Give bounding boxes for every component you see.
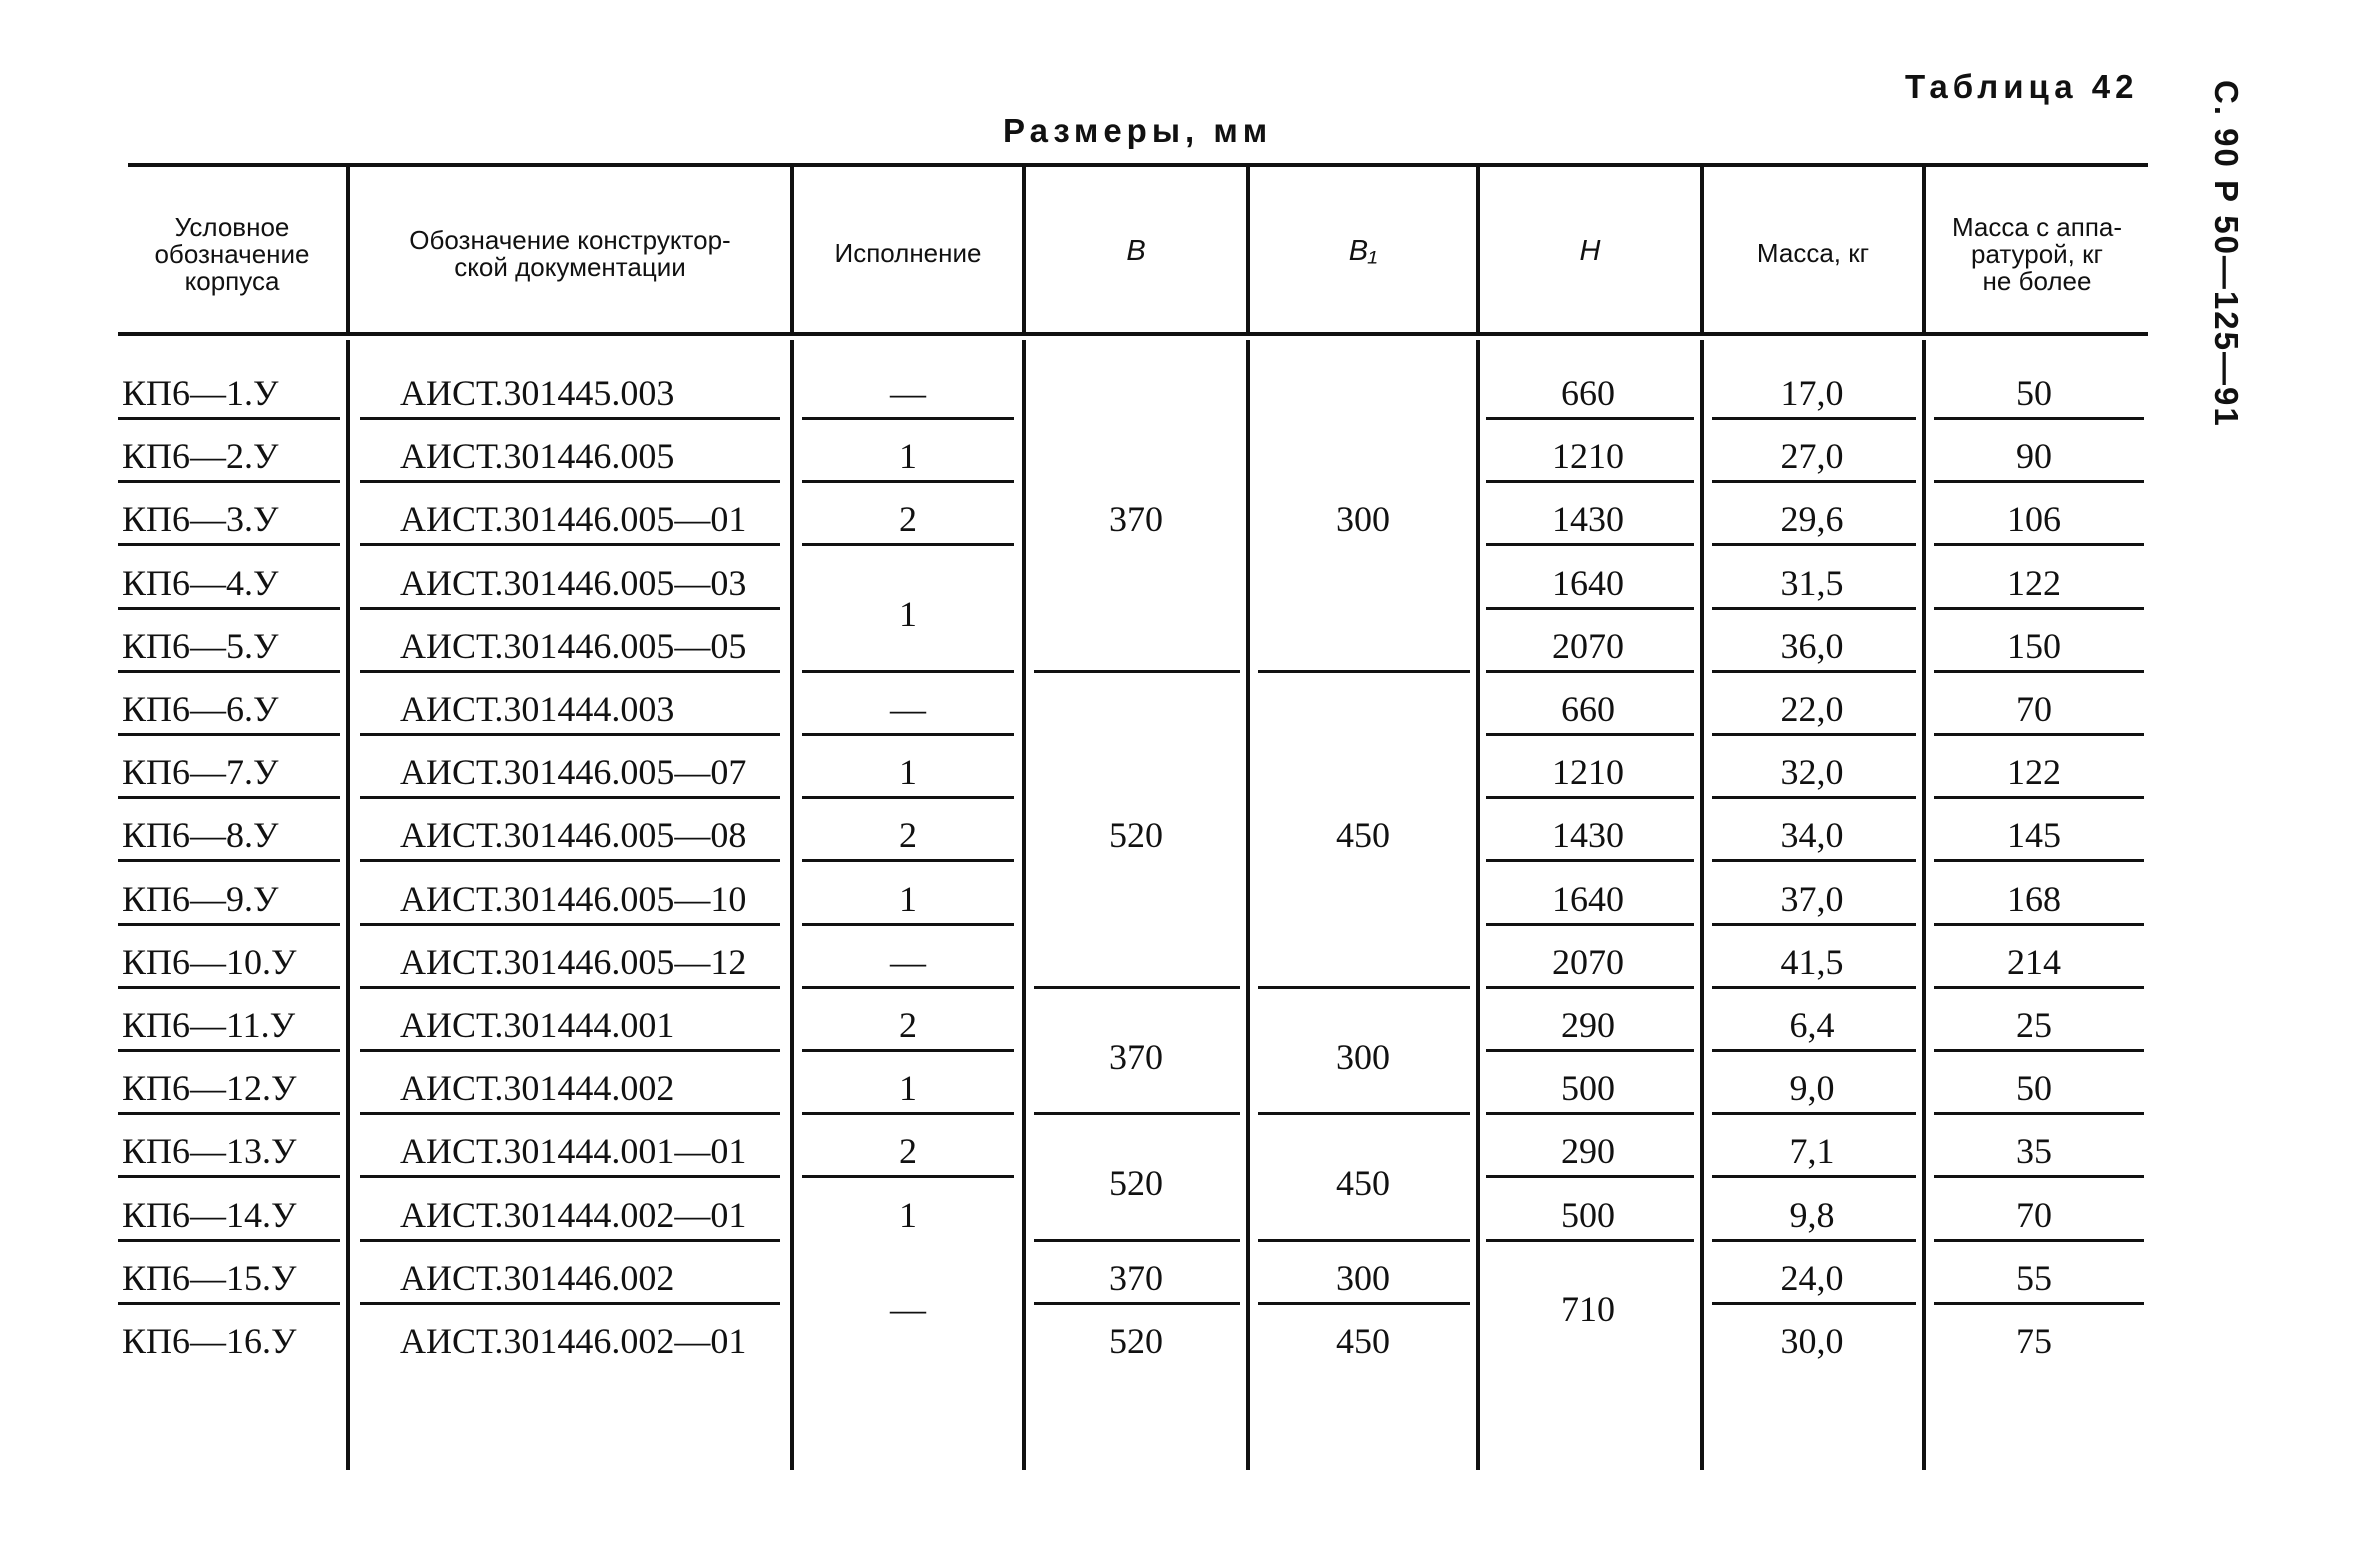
row-rule [360,417,780,420]
cell-H: 1430 [1552,499,1624,540]
cell-mass: 9,0 [1789,1068,1835,1109]
header-code-line: Условное [174,212,290,242]
row-rule [118,1175,340,1178]
col-sep [1022,340,1026,1470]
row-rule [118,543,340,546]
cell-B: 370 [1109,499,1163,540]
cell-doc: АИСТ.301444.001—01 [400,1131,747,1172]
cell-mass-app: 214 [2007,941,2061,982]
cell-code: КП6—15.У [122,1257,297,1298]
cell-mass: 7,1 [1789,1131,1835,1172]
cell-mass: 27,0 [1780,436,1844,477]
cell-code: КП6—11.У [122,1005,296,1045]
cell-doc: АИСТ.301446.005—08 [400,815,747,856]
cell-H: 290 [1561,1131,1615,1172]
cell-mass: 32,0 [1780,752,1844,793]
row-rule [1934,417,2144,420]
row-rule [1486,859,1694,862]
cell-ispolnenie: — [890,1289,926,1330]
header-mass-app [1926,214,2148,295]
row-rule [1034,1302,1240,1305]
row-rule [118,417,340,420]
cell-ispolnenie: 1 [899,1068,917,1109]
cell-B: 520 [1109,1321,1163,1361]
row-rule [1486,1112,1694,1115]
row-rule [802,796,1014,799]
cell-H: 660 [1561,689,1615,729]
row-rule [360,796,780,799]
cell-mass: 37,0 [1780,878,1844,919]
row-rule [1712,1239,1916,1242]
cell-code: КП6—16.У [122,1321,297,1361]
page-reference: С. 90 Р 50—125—91 [2208,80,2245,428]
row-rule [118,859,340,862]
cell-B1: 450 [1336,815,1390,856]
cell-doc: АИСТ.301446.005—07 [400,752,747,793]
cell-mass: 9,8 [1789,1194,1835,1235]
cell-H: 710 [1561,1289,1615,1330]
row-rule [1712,733,1916,736]
row-rule [802,543,1014,546]
header-code [118,214,346,295]
header-mass-app-line: Масса с аппа- [1951,212,2123,242]
row-rule [802,417,1014,420]
cell-mass-app: 122 [2007,562,2061,603]
row-rule [1712,923,1916,926]
cell-doc: АИСТ.301444.001 [400,1005,675,1045]
cell-ispolnenie: 2 [899,1131,917,1172]
row-rule [1258,670,1470,673]
row-rule [1486,670,1694,673]
row-rule [118,607,340,610]
cell-B: 370 [1109,1036,1163,1077]
cell-B: 520 [1109,1163,1163,1203]
header-doc [350,227,790,281]
cell-B1: 450 [1336,1321,1390,1361]
cell-ispolnenie: 1 [899,594,917,635]
row-rule [1934,733,2144,736]
row-rule [1486,480,1694,483]
cell-mass-app: 150 [2007,625,2061,666]
row-rule [1486,607,1694,610]
row-rule [118,1049,340,1052]
row-rule [1934,480,2144,483]
row-rule [1934,543,2144,546]
header-code-line: обозначение [154,239,310,269]
row-rule [1934,1175,2144,1178]
cell-B1: 450 [1336,1163,1390,1203]
row-rule [1258,1302,1470,1305]
cell-H: 1640 [1552,878,1624,919]
cell-H: 660 [1561,373,1615,413]
row-rule [1712,1112,1916,1115]
header-doc-line: Обозначение конструктор- [409,225,731,255]
cell-ispolnenie: 2 [899,499,917,540]
cell-doc: АИСТ.301446.005—05 [400,625,747,666]
row-rule [802,480,1014,483]
row-rule [1486,1175,1694,1178]
cell-mass-app: 25 [2016,1005,2052,1045]
row-rule [118,670,340,673]
table-caption: Размеры, мм [1003,112,1273,149]
cell-H: 1210 [1552,436,1624,477]
header-top-rule [128,163,2148,167]
cell-doc: АИСТ.301446.002—01 [400,1321,747,1361]
row-rule [1034,1239,1240,1242]
row-rule [360,733,780,736]
row-rule [360,670,780,673]
row-rule [1934,986,2144,989]
cell-B1: 300 [1336,1257,1390,1298]
row-rule [360,1049,780,1052]
row-rule [1486,417,1694,420]
row-rule [360,543,780,546]
cell-doc: АИСТ.301446.005—12 [400,941,747,982]
cell-mass: 30,0 [1780,1321,1844,1361]
row-rule [360,923,780,926]
col-sep [1246,340,1250,1470]
row-rule [118,923,340,926]
row-rule [1258,1112,1470,1115]
row-rule [1712,607,1916,610]
cell-mass-app: 35 [2016,1131,2052,1172]
row-rule [1934,607,2144,610]
row-rule [1486,796,1694,799]
cell-code: КП6—6.У [122,689,279,729]
row-rule [1712,986,1916,989]
cell-code: КП6—3.У [122,499,279,540]
cell-mass: 22,0 [1780,689,1844,729]
cell-mass: 29,6 [1780,499,1844,540]
row-rule [1712,796,1916,799]
cell-mass-app: 70 [2016,689,2052,729]
cell-B: 520 [1109,815,1163,856]
cell-H: 2070 [1552,625,1624,666]
row-rule [802,986,1014,989]
row-rule [802,1049,1014,1052]
row-rule [1712,480,1916,483]
row-rule [1934,923,2144,926]
cell-mass: 17,0 [1780,373,1844,413]
header-ispolnenie: Исполнение [834,238,982,268]
cell-H: 2070 [1552,941,1624,982]
cell-doc: АИСТ.301446.005 [400,436,675,477]
header-bottom-rule [118,332,2148,336]
cell-code: КП6—14.У [122,1194,297,1235]
row-rule [802,1175,1014,1178]
row-rule [360,986,780,989]
cell-mass-app: 50 [2016,373,2052,413]
row-rule [118,480,340,483]
cell-code: КП6—7.У [122,752,279,793]
header-mass: Масса, кг [1756,238,1870,268]
row-rule [360,1239,780,1242]
cell-code: КП6—5.У [122,625,279,666]
cell-H: 500 [1561,1068,1615,1109]
row-rule [802,670,1014,673]
row-rule [1712,543,1916,546]
cell-mass-app: 106 [2007,499,2061,540]
cell-H: 500 [1561,1194,1615,1235]
cell-B: 370 [1109,1257,1163,1298]
row-rule [1712,670,1916,673]
cell-B1: 300 [1336,1036,1390,1077]
cell-doc: АИСТ.301446.002 [400,1257,675,1298]
cell-doc: АИСТ.301446.005—03 [400,562,747,603]
cell-H: 290 [1561,1005,1615,1045]
row-rule [1934,1239,2144,1242]
cell-ispolnenie: 1 [899,752,917,793]
cell-mass: 36,0 [1780,625,1844,666]
col-sep [1476,340,1480,1470]
row-rule [802,1112,1014,1115]
row-rule [1486,543,1694,546]
cell-H: 1210 [1552,752,1624,793]
col-sep [346,340,350,1470]
cell-mass-app: 145 [2007,815,2061,856]
cell-code: КП6—12.У [122,1068,297,1109]
cell-H: 1430 [1552,815,1624,856]
col-sep [790,340,794,1470]
header-H: H [1579,235,1601,267]
row-rule [360,480,780,483]
cell-mass-app: 70 [2016,1194,2052,1235]
row-rule [1934,1112,2144,1115]
row-rule [1712,1175,1916,1178]
cell-doc: АИСТ.301445.003 [400,373,675,413]
cell-mass-app: 55 [2016,1257,2052,1298]
row-rule [360,1175,780,1178]
row-rule [360,859,780,862]
row-rule [1258,986,1470,989]
row-rule [1934,670,2144,673]
header-B: B [1126,235,1146,267]
cell-code: КП6—10.У [122,941,297,982]
cell-code: КП6—1.У [122,373,279,413]
row-rule [1712,417,1916,420]
cell-mass-app: 75 [2016,1321,2052,1361]
cell-H: 1640 [1552,562,1624,603]
cell-doc: АИСТ.301444.003 [400,689,675,729]
cell-doc: АИСТ.301446.005—01 [400,499,747,540]
row-rule [1934,1049,2144,1052]
cell-doc: АИСТ.301446.005—10 [400,878,747,919]
cell-ispolnenie: — [890,373,926,413]
cell-doc: АИСТ.301444.002 [400,1068,675,1109]
row-rule [1934,796,2144,799]
row-rule [1486,733,1694,736]
cell-mass: 34,0 [1780,815,1844,856]
row-rule [1486,1049,1694,1052]
cell-mass: 31,5 [1780,562,1844,603]
row-rule [1712,859,1916,862]
cell-doc: АИСТ.301444.002—01 [400,1194,747,1235]
row-rule [1486,1239,1694,1242]
cell-ispolnenie: 2 [899,815,917,856]
row-rule [1486,923,1694,926]
cell-mass-app: 122 [2007,752,2061,793]
col-sep [1922,340,1926,1470]
row-rule [802,923,1014,926]
row-rule [1712,1302,1916,1305]
row-rule [118,1302,340,1305]
header-code-line: корпуса [184,266,280,296]
row-rule [1258,1239,1470,1242]
cell-B1: 300 [1336,499,1390,540]
row-rule [118,796,340,799]
cell-mass: 6,4 [1789,1005,1835,1045]
cell-code: КП6—2.У [122,436,279,477]
row-rule [118,1239,340,1242]
cell-ispolnenie: 1 [899,436,917,477]
row-rule [360,607,780,610]
row-rule [360,1302,780,1305]
table-label: Таблица 42 [1905,68,2139,105]
row-rule [1712,1049,1916,1052]
row-rule [118,1112,340,1115]
cell-mass-app: 168 [2007,878,2061,919]
cell-mass-app: 90 [2016,436,2052,477]
cell-code: КП6—4.У [122,562,279,603]
row-rule [1934,1302,2144,1305]
row-rule [1034,670,1240,673]
cell-code: КП6—8.У [122,815,279,856]
col-sep [1700,340,1704,1470]
cell-code: КП6—13.У [122,1131,297,1172]
cell-ispolnenie: — [890,941,926,982]
header-doc-line: ской документации [454,252,686,282]
cell-mass: 41,5 [1780,941,1844,982]
row-rule [1486,986,1694,989]
header-mass-app-line: ратурой, кг [1970,239,2103,269]
row-rule [1034,986,1240,989]
row-rule [802,733,1014,736]
cell-code: КП6—9.У [122,878,279,919]
cell-ispolnenie: 1 [899,1194,917,1235]
cell-ispolnenie: 2 [899,1005,917,1045]
row-rule [118,986,340,989]
row-rule [802,859,1014,862]
cell-mass-app: 50 [2016,1068,2052,1109]
header-mass-app-line: не более [1982,266,2092,296]
row-rule [118,733,340,736]
header-B1: B₁ [1348,235,1378,267]
cell-mass: 24,0 [1780,1257,1844,1298]
cell-ispolnenie: — [890,689,926,729]
row-rule [1934,859,2144,862]
row-rule [360,1112,780,1115]
row-rule [1034,1112,1240,1115]
cell-ispolnenie: 1 [899,878,917,919]
